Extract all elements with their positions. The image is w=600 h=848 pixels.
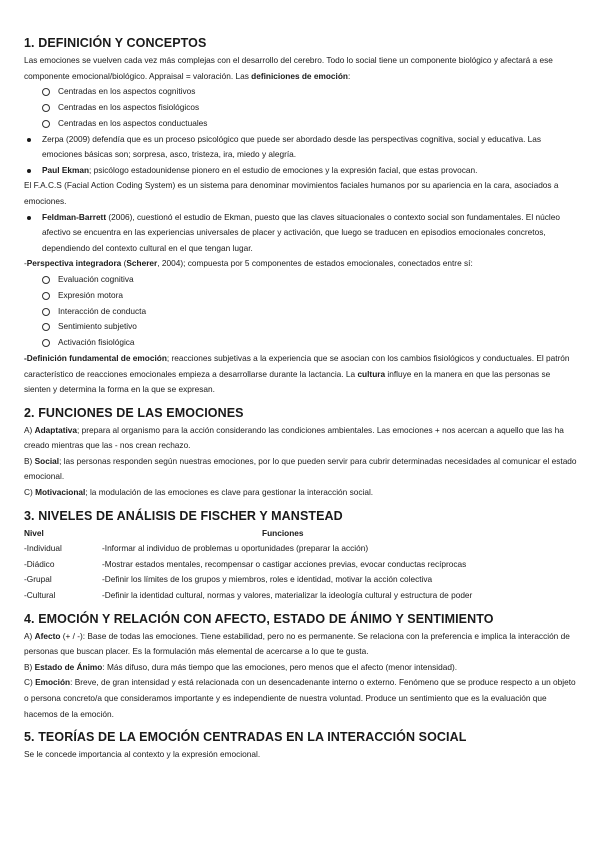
section-afecto [24,612,578,723]
section-funciones [24,406,578,501]
bullet-ekman: Paul Ekman; psicólogo estadounidense pionero en el estudio de emociones y la expresión facial, que estas provocan. [24,163,578,179]
list-item: Sentimiento subjetivo [42,319,578,335]
cell-funcion: -Mostrar estados mentales, recompensar o castigar acciones previas, evocar conductas recíprocas [102,558,467,569]
table-row [24,572,472,588]
table-header-row [24,526,472,542]
list-item: Evaluación cognitiva [42,272,578,288]
list-item: Centradas en los aspectos conductuales [42,116,578,132]
section-definicion [24,36,578,398]
cell-funcion: -Definir la identidad cultural, normas y valores, materializar la ideología cultural y estructura de poder [102,590,473,601]
item-estado-animo: B) Estado de Ánimo: Más difuso, dura más tiempo que las emociones, pero menos que el afecto (menor intensidad). [24,661,458,672]
table-row [24,557,472,573]
list-item: Centradas en los aspectos cognitivos [42,84,578,100]
funcion-motivacional: C) Motivacional; la modulación de las emociones es clave para gestionar la interacción social. [24,487,374,498]
paragraph: Se le concede importancia al contexto y la expresión emocional. [24,749,261,760]
definition-list [24,84,578,131]
paragraph-facs: El F.A.C.S (Facial Action Coding System) es un sistema para denominar movimientos faciales humanos por su apariencia en la cara, asociados a emociones. [24,180,559,206]
section-title: 2. FUNCIONES DE LAS EMOCIONES [24,405,244,420]
list-item: Interacción de conducta [42,304,578,320]
column-header-nivel: Nivel [24,527,44,538]
cell-funcion: -Informar al individuo de problemas u oportunidades (preparar la acción) [102,543,369,554]
components-list [24,272,578,351]
column-header-funciones: Funciones [262,527,304,538]
niveles-table [24,526,472,604]
section-title: 4. EMOCIÓN Y RELACIÓN CON AFECTO, ESTADO DE ÁNIMO Y SENTIMIENTO [24,611,494,626]
bullet-feldman: Feldman-Barrett (2006), cuestionó el estudio de Ekman, puesto que las claves situacionales o contexto social son fundamentales. El núcleo afectivo se encuentra en las experiencias universales de placer y activación, que luego se traducen en episodios emocionales concretos, dependiendo del contexto cultural en el que tengan lugar. [24,210,578,257]
item-emocion: C) Emoción: Breve, de gran intensidad y está relacionada con un desencadenante interno o externo. Fenómeno que se produce respecto a un objeto o persona concreto/a que consideramos importante y es independiente de nuestra voluntad. Produce un sentimiento que es la evaluación que hacemos de la emoción. [24,677,576,719]
cell-nivel: -Diádico [24,558,55,569]
section-title: 1. DEFINICIÓN Y CONCEPTOS [24,36,207,50]
list-item: Activación fisiológica [42,335,578,351]
table-row [24,541,472,557]
section-title: 5. TEORÍAS DE LA EMOCIÓN CENTRADAS EN LA INTERACCIÓN SOCIAL [24,730,467,745]
list-item: Centradas en los aspectos fisiológicos [42,100,578,116]
paragraph: Las emociones se vuelven cada vez más complejas con el desarrollo del cerebro. Todo lo social tiene un componente biológico y afectará a ese componente emocional/biológico. Appraisal = valoración. Las definiciones de emoción: [24,55,553,81]
cell-funcion: -Definir los límites de los grupos y miembros, roles e identidad, motivar la acción colectiva [102,574,433,585]
cell-nivel: -Cultural [24,590,56,601]
list-item: Expresión motora [42,288,578,304]
paragraph-perspectiva: -Perspectiva integradora (Scherer, 2004); compuesta por 5 componentes de estados emocionales, conectados entre sí: [24,258,473,269]
table-row [24,588,472,604]
section-title: 3. NIVELES DE ANÁLISIS DE FISCHER Y MANSTEAD [24,508,343,523]
cell-nivel: -Grupal [24,574,52,585]
bullet-zerpa: Zerpa (2009) defendía que es un proceso psicológico que puede ser abordado desde las perspectivas cognitiva, social y educativa. Las emociones básicas son; sorpresa, asco, tristeza, ira, miedo y alegría. [24,132,578,163]
funcion-adaptativa: A) Adaptativa; prepara al organismo para la acción considerando las condiciones ambientales. Las emociones + nos acercan a aquello que las ha creado mientras que las - nos crean rechazo. [24,424,564,451]
section-niveles [24,509,578,604]
item-afecto: A) Afecto (+ / -): Base de todas las emociones. Tiene estabilidad, pero no es permanente. Se relaciona con la preferencia e implica la interacción de personas que buscan placer. Es la formulación más elemental de acercarse a lo que te gusta. [24,630,570,657]
funcion-social: B) Social; las personas responden según nuestras emociones, por lo que pueden servir para cubrir determinadas necesidades al comunicar el estado emocional. [24,455,577,482]
section-teorias [24,730,578,763]
paragraph-definicion-fundamental: -Definición fundamental de emoción; reacciones subjetivas a la experiencia que se asocian con los cambios fisiológicos y conductuales. El patrón característico de reacciones emocionales empieza a desarrollarse durante la lactancia. La cultura influye en la manera en que las personas se sienten y determina la forma en la que se expresan. [24,352,570,395]
cell-nivel: -Individual [24,543,62,554]
